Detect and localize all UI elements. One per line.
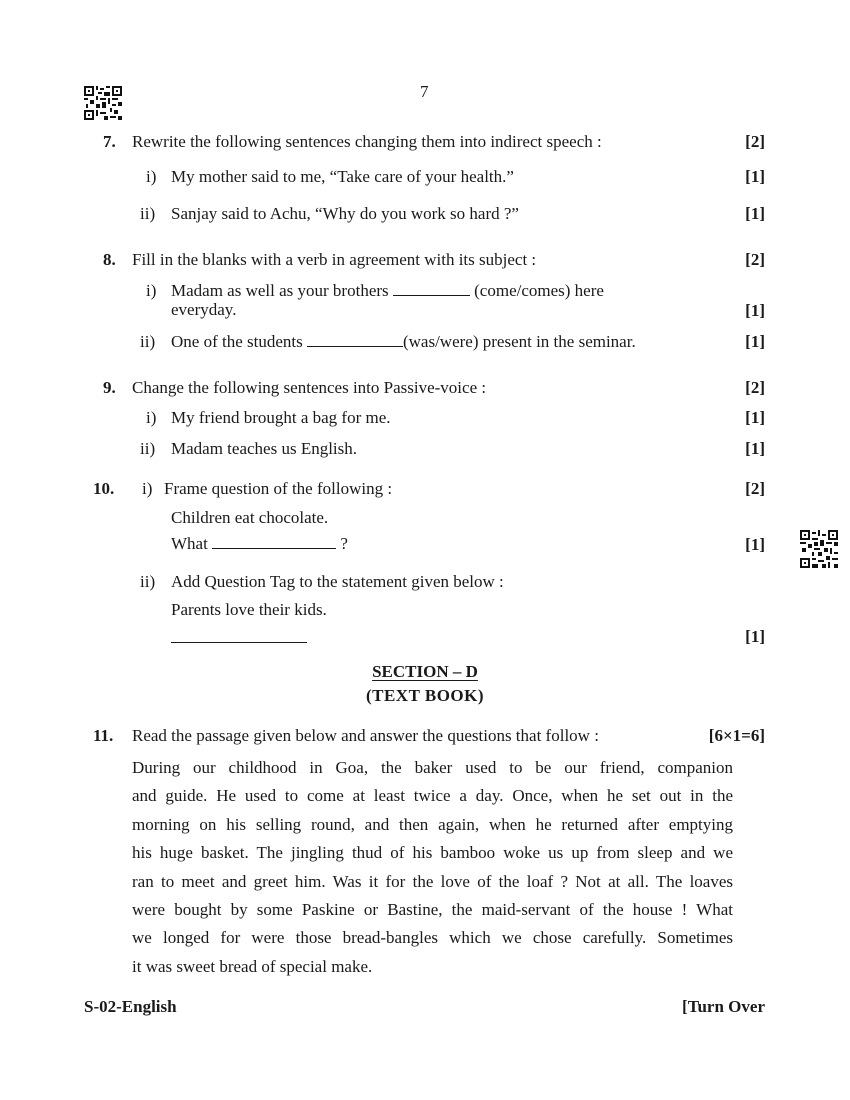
q9-part1-text: My friend brought a bag for me. xyxy=(171,408,391,427)
q9-part2-label: ii) xyxy=(140,439,156,458)
q11-marks: [6×1=6] xyxy=(708,726,765,745)
q8-marks: [2] xyxy=(745,250,765,269)
qr-code-top-left xyxy=(84,86,122,120)
q10-part2-answer-line[interactable] xyxy=(171,628,307,648)
passage-line: and guide. He used to come at least twice a day. Once, when he set out in the xyxy=(132,786,733,806)
q10-part1-blank[interactable] xyxy=(212,534,336,549)
passage-line: morning on his selling round, and then again, when he returned after emptying xyxy=(132,814,733,834)
q8-part1-line1 xyxy=(171,281,604,301)
q7-text: Rewrite the following sentences changing them into indirect speech : xyxy=(132,132,602,151)
passage-line: we longed for were those bread-bangles which we chose carefully. Sometimes xyxy=(132,928,733,948)
q8-part2-after: (was/were) present in the seminar. xyxy=(402,332,636,351)
footer-code: S-02-English xyxy=(84,997,177,1016)
q11-passage xyxy=(132,754,733,981)
q8-part1-after: (come/comes) here xyxy=(474,281,604,300)
q7-part1-marks: [1] xyxy=(745,167,765,186)
q7-part2-marks: [1] xyxy=(745,204,765,223)
q8-part1-before: Madam as well as your brothers xyxy=(171,281,389,300)
passage-line: were bought by some Paskine or Bastine, the maid-servant of the house ! What xyxy=(132,900,733,920)
q10-part1-marks: [2] xyxy=(745,479,765,498)
q10-part2-label: ii) xyxy=(140,572,156,591)
passage-line: ran to meet and greet him. Was it for the love of the loaf ? Not at all. The loaves xyxy=(132,871,733,891)
q10-part1-prompt-marks: [1] xyxy=(745,535,765,554)
q10-part1-label: i) xyxy=(142,479,153,498)
q9-number: 9. xyxy=(103,378,116,397)
q10-part2-marks: [1] xyxy=(745,627,765,646)
passage-line: it was sweet bread of special make. xyxy=(132,956,373,976)
q8-number: 8. xyxy=(103,250,116,269)
q8-part1-line2: everyday. xyxy=(171,300,237,319)
q10-prompt-before: What xyxy=(171,534,208,553)
q8-part1-label: i) xyxy=(146,281,157,300)
q8-part1-blank[interactable] xyxy=(393,281,470,296)
q7-part1-text: My mother said to me, “Take care of your health.” xyxy=(171,167,514,186)
q7-part1-label: i) xyxy=(146,167,157,186)
q11-text: Read the passage given below and answer the questions that follow : xyxy=(132,726,599,745)
q10-part2-text: Add Question Tag to the statement given below : xyxy=(171,572,504,591)
q10-part1-prompt xyxy=(171,534,348,554)
q7-part2-label: ii) xyxy=(140,204,156,223)
q8-part2-line xyxy=(171,332,636,352)
passage-line: During our childhood in Goa, the baker used to be our friend, companion xyxy=(132,758,733,777)
q10-prompt-after: ? xyxy=(340,534,348,553)
q9-part1-label: i) xyxy=(146,408,157,427)
q9-part1-marks: [1] xyxy=(745,408,765,427)
q8-text: Fill in the blanks with a verb in agreement with its subject : xyxy=(132,250,537,269)
section-subtitle: (TEXT BOOK) xyxy=(365,686,485,705)
q8-part1-marks: [1] xyxy=(745,301,765,320)
q10-part1-text: Frame question of the following : xyxy=(164,479,393,498)
passage-line: his huge basket. The jingling thud of his bamboo woke us up from sleep and we xyxy=(132,843,733,863)
q9-part2-marks: [1] xyxy=(745,439,765,458)
q10-part2-sentence: Parents love their kids. xyxy=(171,600,327,619)
q9-part2-text: Madam teaches us English. xyxy=(171,439,358,458)
q8-part2-marks: [1] xyxy=(745,332,765,351)
q8-part2-blank[interactable] xyxy=(307,332,403,347)
q7-marks: [2] xyxy=(745,132,765,151)
qr-code-right-margin xyxy=(800,530,838,568)
page-number: 7 xyxy=(420,82,429,101)
q10-part1-sentence: Children eat chocolate. xyxy=(171,508,329,527)
q8-part2-before: One of the students xyxy=(171,332,303,351)
q9-text: Change the following sentences into Passive-voice : xyxy=(132,378,487,397)
footer-turn-over: [Turn Over xyxy=(682,997,765,1016)
q9-marks: [2] xyxy=(745,378,765,397)
q8-part2-label: ii) xyxy=(140,332,156,351)
q10-number: 10. xyxy=(93,479,115,498)
q11-number: 11. xyxy=(93,726,114,745)
q7-part2-text: Sanjay said to Achu, “Why do you work so hard ?” xyxy=(171,204,519,223)
q7-number: 7. xyxy=(103,132,116,151)
section-title: SECTION – D xyxy=(372,662,478,681)
